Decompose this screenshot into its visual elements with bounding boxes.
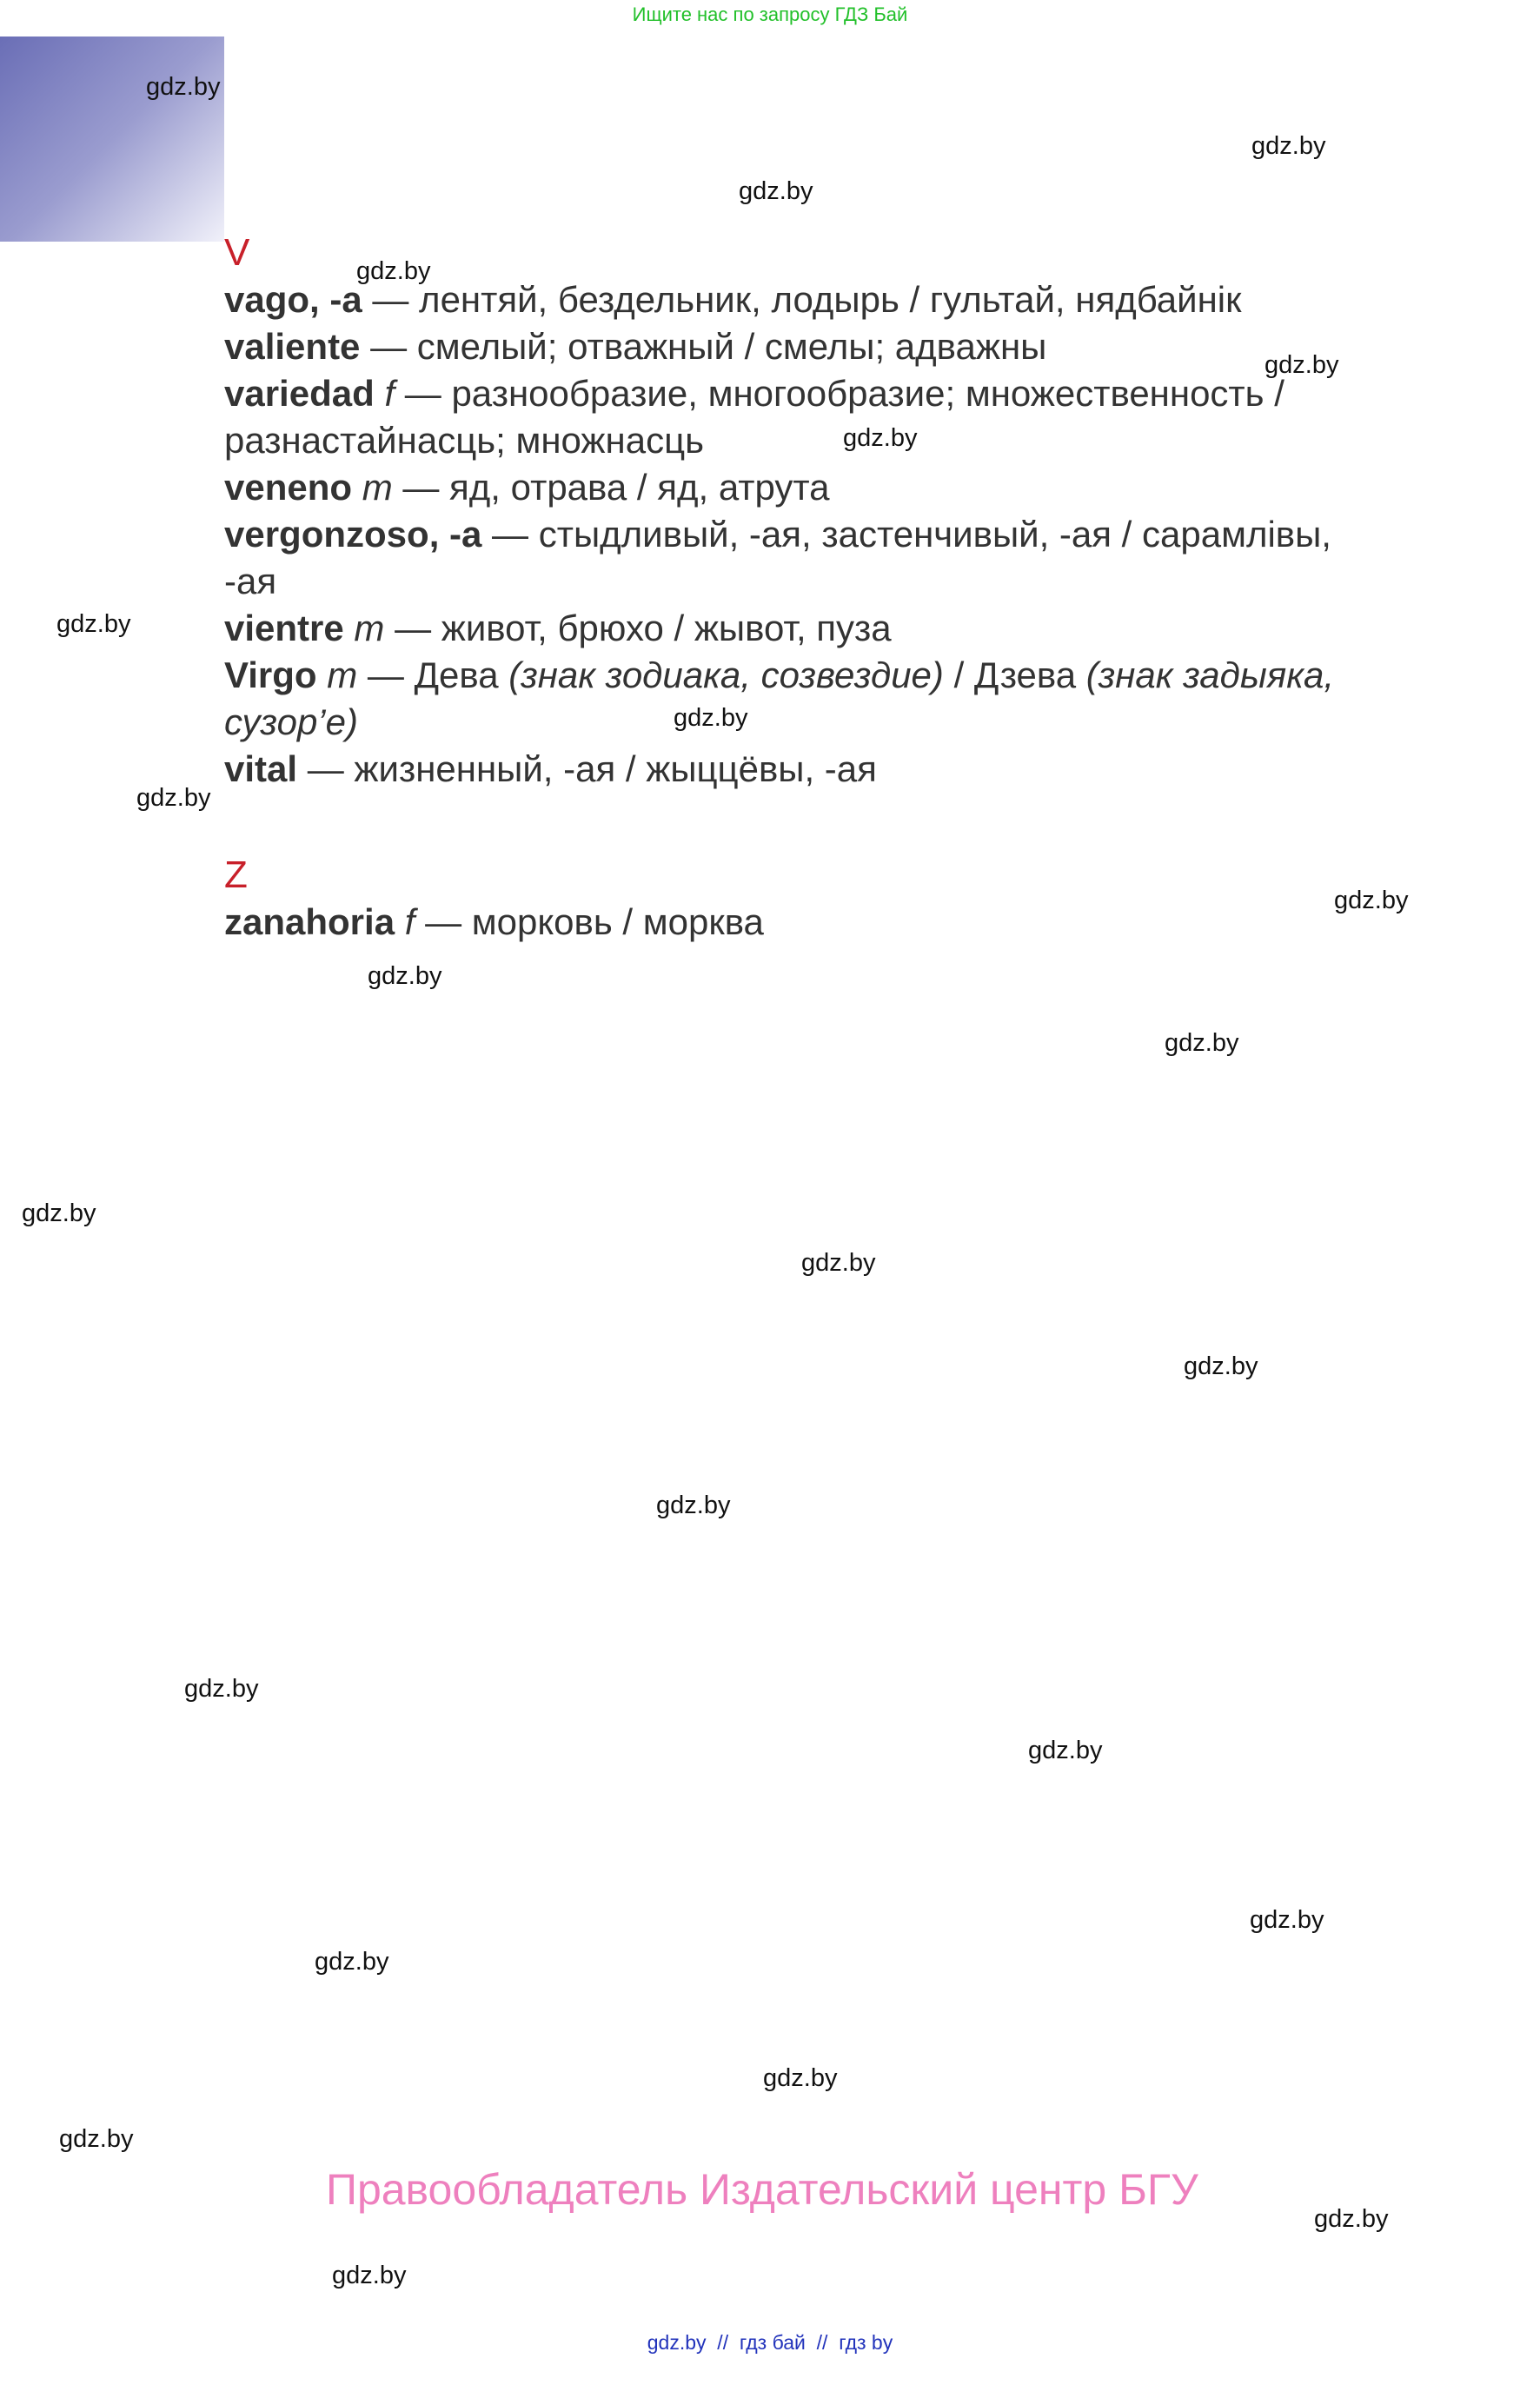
watermark: gdz.by <box>315 1948 389 1976</box>
entry-headword: valiente <box>224 326 361 367</box>
watermark: gdz.by <box>656 1491 731 1519</box>
entry-gender: m <box>354 608 385 648</box>
entry-note: (знак зодиака, созвездие) <box>508 654 944 695</box>
entry-translation: — Дева <box>357 654 509 695</box>
dictionary-entry <box>224 511 1380 605</box>
watermark: gdz.by <box>59 2125 134 2153</box>
section-letter: Z <box>224 854 248 896</box>
corner-gradient-block <box>0 37 224 242</box>
watermark: gdz.by <box>1184 1352 1258 1380</box>
watermark: gdz.by <box>136 784 211 812</box>
entry-gender: m <box>362 467 393 508</box>
entry-translation: — жизненный, -ая / жыццёвы, -ая <box>297 748 877 789</box>
watermark: gdz.by <box>356 257 431 285</box>
watermark: gdz.by <box>332 2262 407 2289</box>
entry-translation: — разнообразие, многообразие; множественность / разнастайнасць; множнасць <box>224 373 1284 461</box>
entry-gender: f <box>384 373 395 414</box>
watermark: gdz.by <box>1165 1029 1239 1057</box>
dictionary-section <box>224 231 1380 946</box>
watermark: gdz.by <box>368 962 442 990</box>
entry-translation: — смелый; отважный / смелы; адважны <box>360 326 1047 367</box>
entry-headword: variedad <box>224 373 375 414</box>
watermark: gdz.by <box>1250 1906 1324 1934</box>
dictionary-entry <box>224 605 1380 652</box>
bottom-links[interactable]: gdz.by // гдз бай // гдз by <box>647 2331 893 2354</box>
top-banner: Ищите нас по запросу ГДЗ Бай <box>632 3 908 25</box>
watermark: gdz.by <box>801 1249 876 1277</box>
dictionary-entry <box>224 370 1380 464</box>
entry-gender: m <box>327 654 358 695</box>
section-gap <box>224 793 1380 854</box>
entry-headword: vago, -a <box>224 279 362 320</box>
dictionary-entry <box>224 746 1380 793</box>
watermark: gdz.by <box>739 177 813 205</box>
copyright-holder: Правообладатель Издательский центр БГУ <box>326 2165 1198 2214</box>
watermark: gdz.by <box>1265 351 1339 379</box>
watermark: gdz.by <box>22 1199 96 1227</box>
watermark: gdz.by <box>843 424 918 452</box>
dictionary-entry <box>224 652 1380 746</box>
entry-headword: vergonzoso, -a <box>224 514 482 555</box>
entry-translation: — морковь / морква <box>415 901 764 942</box>
watermark: gdz.by <box>56 610 131 638</box>
dictionary-entry <box>224 899 1380 946</box>
watermark: gdz.by <box>674 704 748 732</box>
entry-headword: vital <box>224 748 298 789</box>
entry-headword: zanahoria <box>224 901 395 942</box>
entry-note: (знак задыяка, сузор’е) <box>224 654 1335 742</box>
entry-translation: / Дзева <box>943 654 1086 695</box>
dictionary-entry <box>224 464 1380 511</box>
watermark: gdz.by <box>146 73 221 101</box>
entry-translation: — лентяй, бездельник, лодырь / гультай, нядбайнік <box>362 279 1242 320</box>
entry-translation: — яд, отрава / яд, атрута <box>392 467 830 508</box>
entry-headword: veneno <box>224 467 353 508</box>
watermark: gdz.by <box>763 2064 838 2092</box>
entry-translation: — живот, брюхо / жывот, пуза <box>384 608 892 648</box>
dictionary-entry <box>224 323 1380 370</box>
entry-headword: vientre <box>224 608 344 648</box>
watermark: gdz.by <box>184 1675 259 1703</box>
watermark: gdz.by <box>1334 887 1409 914</box>
section-letter: V <box>224 231 250 274</box>
entry-gender: f <box>404 901 415 942</box>
entry-headword: Virgo <box>224 654 317 695</box>
watermark: gdz.by <box>1251 132 1326 160</box>
watermark: gdz.by <box>1314 2205 1389 2233</box>
entry-translation: — стыдливый, -ая, застенчивый, -ая / сарамлівы, -ая <box>224 514 1331 601</box>
watermark: gdz.by <box>1028 1737 1103 1764</box>
